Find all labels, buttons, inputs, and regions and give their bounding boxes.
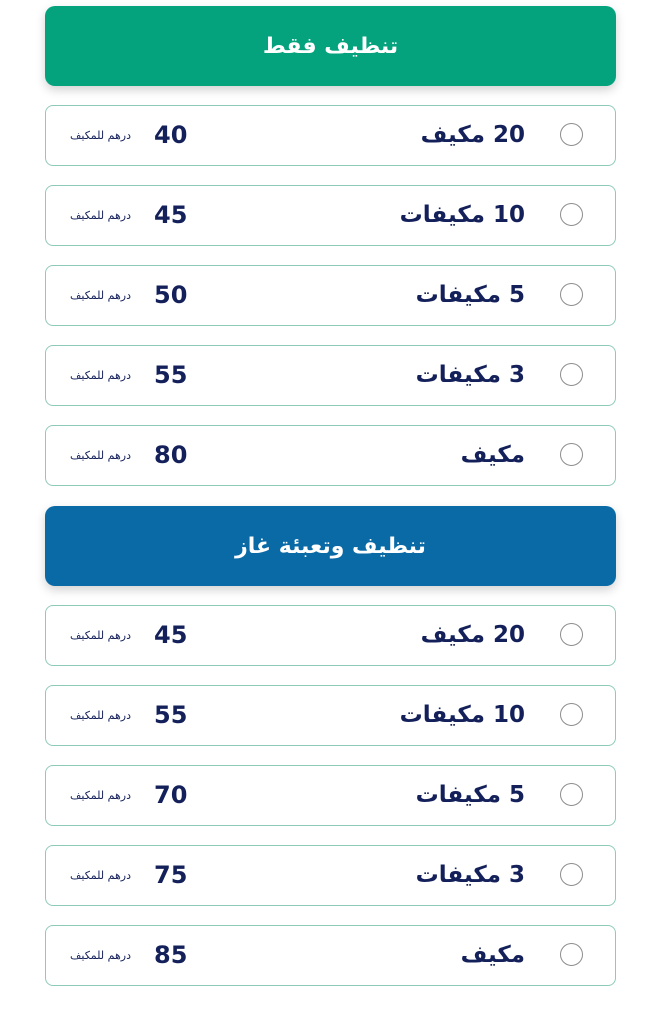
price-unit: درهم للمكيف (70, 289, 131, 302)
option-label: 5 مكيفات (415, 282, 525, 308)
price-unit: درهم للمكيف (70, 369, 131, 382)
radio-button[interactable] (560, 443, 583, 466)
section-title: تنظيف فقط (262, 33, 399, 59)
option-row[interactable] (45, 765, 616, 826)
price-unit: درهم للمكيف (70, 449, 131, 462)
option-row[interactable] (45, 345, 616, 406)
option-price: 55 (154, 701, 188, 729)
section-title: تنظيف وتعبئة غاز (235, 533, 426, 559)
option-row[interactable] (45, 185, 616, 246)
price-unit: درهم للمكيف (70, 129, 131, 142)
radio-button[interactable] (560, 863, 583, 886)
option-price: 75 (154, 861, 188, 889)
radio-button[interactable] (560, 363, 583, 386)
price-unit: درهم للمكيف (70, 869, 131, 882)
radio-button[interactable] (560, 203, 583, 226)
price-unit: درهم للمكيف (70, 949, 131, 962)
option-label: 20 مكيف (420, 122, 525, 148)
price-unit: درهم للمكيف (70, 709, 131, 722)
option-price: 45 (154, 621, 188, 649)
option-price: 70 (154, 781, 188, 809)
option-label: 3 مكيفات (415, 362, 525, 388)
option-label: 3 مكيفات (415, 862, 525, 888)
option-price: 85 (154, 941, 188, 969)
option-label: 10 مكيفات (399, 702, 525, 728)
price-unit: درهم للمكيف (70, 789, 131, 802)
radio-button[interactable] (560, 783, 583, 806)
price-unit: درهم للمكيف (70, 629, 131, 642)
radio-button[interactable] (560, 623, 583, 646)
option-label: مكيف (460, 942, 525, 968)
radio-button[interactable] (560, 943, 583, 966)
price-unit: درهم للمكيف (70, 209, 131, 222)
radio-button[interactable] (560, 283, 583, 306)
option-price: 40 (154, 121, 188, 149)
section-header-cleaning-and-gas (45, 506, 616, 586)
section-header-cleaning-only (45, 6, 616, 86)
option-row[interactable] (45, 925, 616, 986)
option-label: 20 مكيف (420, 622, 525, 648)
option-price: 50 (154, 281, 188, 309)
option-row[interactable] (45, 605, 616, 666)
option-row[interactable] (45, 265, 616, 326)
option-row[interactable] (45, 425, 616, 486)
option-row[interactable] (45, 105, 616, 166)
option-row[interactable] (45, 845, 616, 906)
radio-button[interactable] (560, 703, 583, 726)
option-price: 45 (154, 201, 188, 229)
option-price: 80 (154, 441, 188, 469)
option-row[interactable] (45, 685, 616, 746)
option-label: 10 مكيفات (399, 202, 525, 228)
option-label: 5 مكيفات (415, 782, 525, 808)
option-price: 55 (154, 361, 188, 389)
radio-button[interactable] (560, 123, 583, 146)
option-label: مكيف (460, 442, 525, 468)
